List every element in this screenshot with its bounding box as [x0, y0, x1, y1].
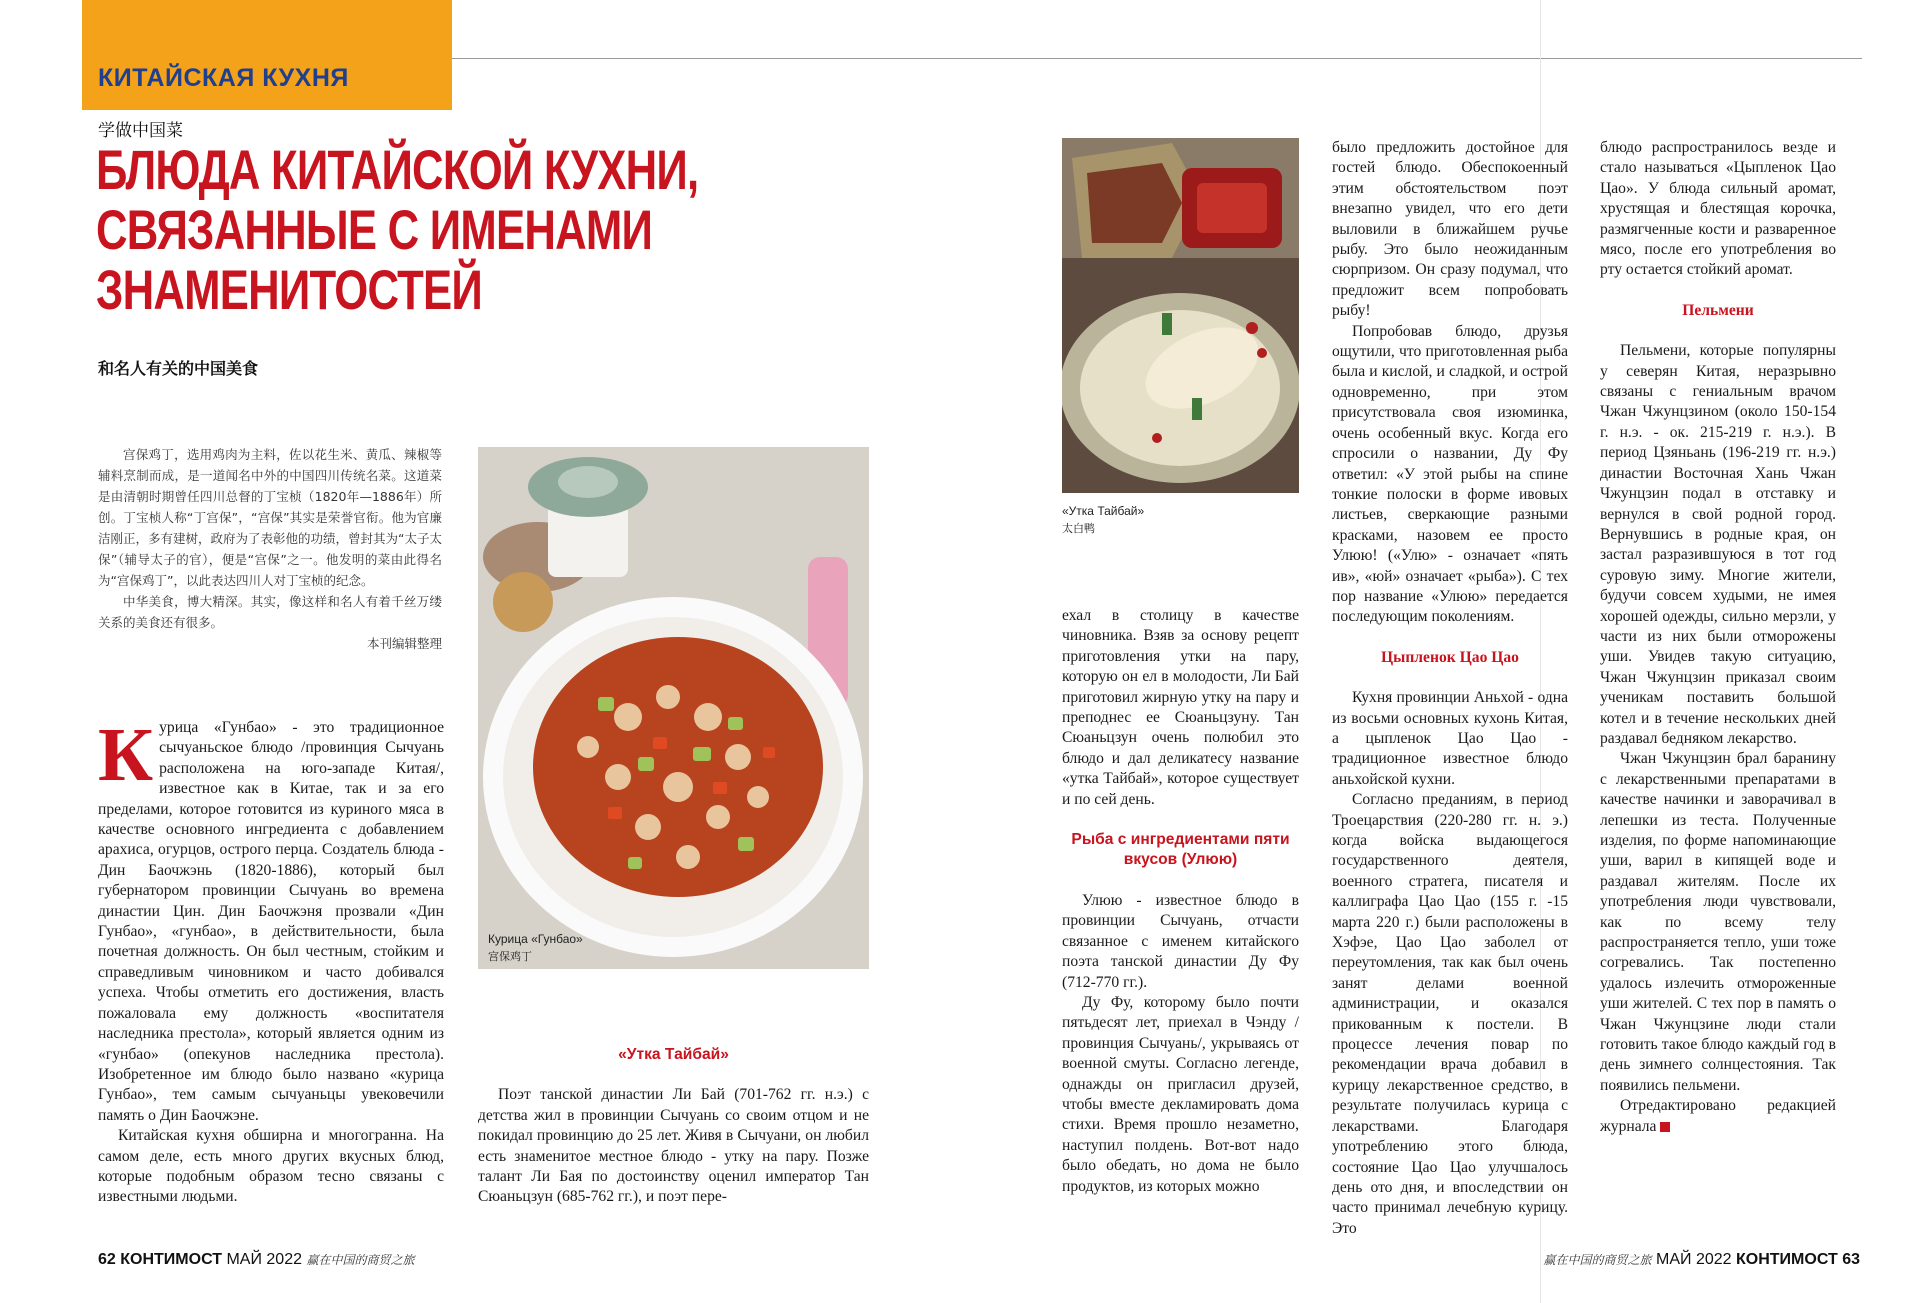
- article-column-2: [478, 1045, 869, 1208]
- article-paragraph: ехал в столицу в качестве чиновника. Взяв за основу рецепт приготовления утки на пару, которую он ел в молодости, Ли Бай приготовил жирную утку на пару и преподнес ее Сюаньцзуну. Тан Сюаньцзун очень полюбил это блюдо и дал деликатесу название «утка Тайбай», которое существует и по сей день.: [1062, 607, 1299, 808]
- article-paragraph: Чжан Чжунцзин брал баранину с лекарственными препаратами в качестве начинки и заворачивал в лепешки из теста. Полученные изделия, по форме напоминающие уши, варил в кипящей воде и раздавал жителям. После их употребления люди чувствовали, как по всему телу распространяется тепло, уши тоже согревались. Так постепенно удалось излечить отмороженные уши жителей. С тех пор в память о Чжан Чжунцзине люди стали готовить такое блюдо каждый год в день зимнего солнцестояния. Так появились пельмени.: [1600, 750, 1836, 1094]
- photo-caption-ru: «Утка Тайбай»: [1062, 504, 1145, 518]
- editor-note: Отредактировано редакцией журнала: [1600, 1097, 1836, 1135]
- magazine-name: КОНТИМОСТ: [1736, 1251, 1838, 1268]
- article-column-5: [1600, 138, 1836, 1137]
- gongbao-chicken-illustration: [478, 447, 869, 969]
- drop-cap: К: [98, 713, 154, 797]
- chinese-intro-paragraph: 中华美食，博大精深。其实，像这样和名人有着千丝万缕关系的美食还有很多。: [98, 594, 442, 630]
- article-paragraph: Китайская кухня обширна и многогранна. На самом деле, есть много других вкусных блюд, которые подобным образом тесно связаны с известными людьми.: [98, 1127, 444, 1206]
- page-title: [96, 138, 699, 321]
- magazine-name: КОНТИМОСТ: [120, 1251, 222, 1268]
- article-paragraph: Улюю - известное блюдо в провинции Сычуань, отчасти связанное с именем китайского поэта танской династии Ду Фу (712-770 гг.).: [1062, 891, 1299, 991]
- chinese-kicker: 学做中国菜: [98, 121, 183, 141]
- photo-caption: [488, 931, 583, 965]
- page-number: 63: [1842, 1251, 1860, 1268]
- article-paragraph: Ду Фу, которому было почти пятьдесят лет, приехал в Чэнду /провинция Сычуань/, укрываясь от военной смуты. Согласно легенде, однажды он пригласил друзей, чтобы вместе декламировать дома стихи. Время прошло незаметно, наступил полдень. Вот-вот надо было обедать, но дома не было продуктов, из которых можно: [1062, 993, 1299, 1195]
- issue-date: МАЙ 2022: [226, 1251, 302, 1268]
- article-column-4: [1332, 138, 1568, 1239]
- page-number: 62: [98, 1251, 116, 1268]
- article-paragraph: Кухня провинции Аньхой - одна из восьми основных кухонь Китая, а цыпленок Цао Цао - традиционное известное блюдо аньхойской кухни.: [1332, 689, 1568, 788]
- end-mark: [1660, 1122, 1670, 1132]
- article-paragraph: Пельмени, которые популярны у северян Китая, неразрывно связаны с гениальным врачом Чжан Чжунцзином (около 150-154 г. н.э. - ок. 215-219 г. н.э.). В период Цзяньань (196-219 гг. н.э.) династии Восточная Хань Чжан Чжунцзин подал в отставку и вернулся в свой родной город. Вернувшись в родные края, он застал разразившуюся в тот год суровую зиму. Многие жители, будучи совсем худыми, не имея хорошей одежды, сильно мерзли, у части из них были отморожены уши. Увидев такую ситуацию, Чжан Чжунцзин приказал своим ученикам поставить большой котел и в течение нескольких дней раздавал бедняком лекарство.: [1600, 342, 1836, 747]
- chinese-intro-editor: 本刊编辑整理: [366, 636, 442, 651]
- paragraph-text: урица «Гунбао» - это традиционное сычуаньское блюдо /провинция Сычуань расположена на юго-западе Китая/, известное как в Китае, так и за его пределами, которое готовится из куриного мяса в качестве основного ингредиента с добавлением арахиса, огурцов, острого перца. Создатель блюда - Дин Баочжэнь (1820-1886), который был губернатором провинции Сычуань во времена династии Цин. Дин Баочжэня прозвали «Дин Гунбао», «гунбао», в действительности, была почетная должность. Он был честным, стойким и справедливым чиновником и часто добивался успеха. Чтобы отметить его достижения, власть пожаловала ему должность «воспитателя наследника престола», который является одним из «гунбао» (опекунов наследника престола). Изобретенное им блюдо было названо «курица Гунбао», тем самым сычуаньцы увековечили память о Дин Баочжэне.: [98, 719, 444, 1124]
- section-banner: [82, 0, 452, 110]
- chinese-intro-paragraph: 宫保鸡丁，选用鸡肉为主料，佐以花生米、黄瓜、辣椒等辅料烹制而成，是一道闻名中外的中国四川传统名菜。这道菜是由清朝时期曾任四川总督的丁宝桢（1820年—1886年）所创。丁宝桢人称“丁宫保”，“宫保”其实是荣誉官衔。他为官廉洁刚正，多有建树，政府为了表彰他的功绩，曾封其为“太子太保”（辅导太子的官），便是“宫保”之一。他发明的菜由此得名为“宫保鸡丁”，以此表达四川人对丁宝桢的纪念。: [98, 447, 442, 588]
- gongbao-chicken-photo: [478, 447, 869, 969]
- section-heading: Цыпленок Цао Цао: [1381, 648, 1519, 666]
- top-rule: [452, 58, 1862, 59]
- article-paragraph: Поэт танской династии Ли Бай (701-762 гг. н.э.) с детства жил в провинции Сычуань со своим отцом и не покидал провинцию до 25 лет. Живя в Сычуани, он любил есть знаменитое местное блюдо - утку на пару. Позже талант Ли Бая по достоинству оценил император Тан Сюаньцзун (685-762 гг.), и поэт пере-: [478, 1086, 869, 1206]
- photo-caption-ru: Курица «Гунбао»: [488, 932, 583, 946]
- chinese-subtitle: 和名人有关的中国美食: [98, 359, 259, 378]
- footer-left: [98, 1251, 414, 1269]
- footer-slogan: 赢在中国的商贸之旅: [306, 1253, 415, 1267]
- photo-caption: [1062, 503, 1144, 537]
- issue-date: МАЙ 2022: [1656, 1251, 1732, 1268]
- article-paragraph: блюдо распространилось везде и стало называться «Цыпленок Цао Цао». У блюда сильный аромат, хрустящая и блестящая корочка, размягченные кости и разваренное мясо, после его употребления во рту остается стойкий аромат.: [1600, 139, 1836, 279]
- article-paragraph: Попробовав блюдо, друзья ощутили, что приготовленная рыба была и кислой, и сладкой, и острой одновременно, при этом присутствовала своя изюминка, очень особенный вкус. Когда его спросили о названии, Ду Фу ответил: «У этой рыбы на спине тонкие полоски в форме ивовых листьев, сверкающие разными красками, назовем ее просто Улюю! («Улю» - означает «пять ив», «юй» означает «рыба»). С тех пор название «Улюю» передается последующим поколениям.: [1332, 322, 1568, 626]
- article-paragraph: [98, 713, 444, 1126]
- chinese-intro: [98, 444, 442, 654]
- photo-caption-cn: 太白鸭: [1062, 522, 1095, 535]
- taibai-duck-illustration: [1062, 138, 1299, 493]
- article-paragraph: [1600, 1096, 1836, 1137]
- footer-slogan: 赢在中国的商贸之旅: [1543, 1253, 1652, 1267]
- article-paragraph: Согласно преданиям, в период Троецарствия (220-280 гг. н. э.) когда войска выдающегося государственного деятеля, военного стратега, писателя и каллиграфа Цао Цао (155 г. -15 марта 220 г.) были расположены в Хэфэе, Цао Цао заболел от переутомления, так как был очень занят делами военной администрации, и оказался прикованным к постели. В процессе лечения повар по рекомендации врача добавил в курицу лекарственное средство, в результате получилась курица с лекарствами. Благодаря употреблению этого блюда, состояние Цао Цао улучшалось день ото дня, и впоследствии он часто принимал лечебную курицу. Это: [1332, 791, 1568, 1237]
- section-heading: «Утка Тайбай»: [618, 1046, 729, 1063]
- article-paragraph: было предложить достойное для гостей блюдо. Обеспокоенный этим обстоятельством поэт внезапно увидел, что его дети выловили в ближайшем ручье рыбу. Это было неожиданным сюрпризом. Он сразу подумал, что предложит всем попробовать рыбу!: [1332, 139, 1568, 320]
- taibai-duck-photo: [1062, 138, 1299, 493]
- footer-right: [1544, 1251, 1860, 1269]
- photo-caption-cn: 宫保鸡丁: [488, 950, 532, 963]
- section-heading: Рыба с ингредиентами пяти вкусов (Улюю): [1071, 831, 1290, 869]
- section-heading: Пельмени: [1682, 301, 1754, 319]
- title-line-2: СВЯЗАННЫЕ С ИМЕНАМИ: [96, 198, 653, 261]
- section-label: КИТАЙСКАЯ КУХНЯ: [98, 64, 349, 92]
- title-line-1: БЛЮДА КИТАЙСКОЙ КУХНИ,: [96, 138, 699, 201]
- title-line-3: ЗНАМЕНИТОСТЕЙ: [96, 258, 483, 321]
- article-column-3: [1062, 606, 1299, 1197]
- article-column-1: [98, 713, 444, 1208]
